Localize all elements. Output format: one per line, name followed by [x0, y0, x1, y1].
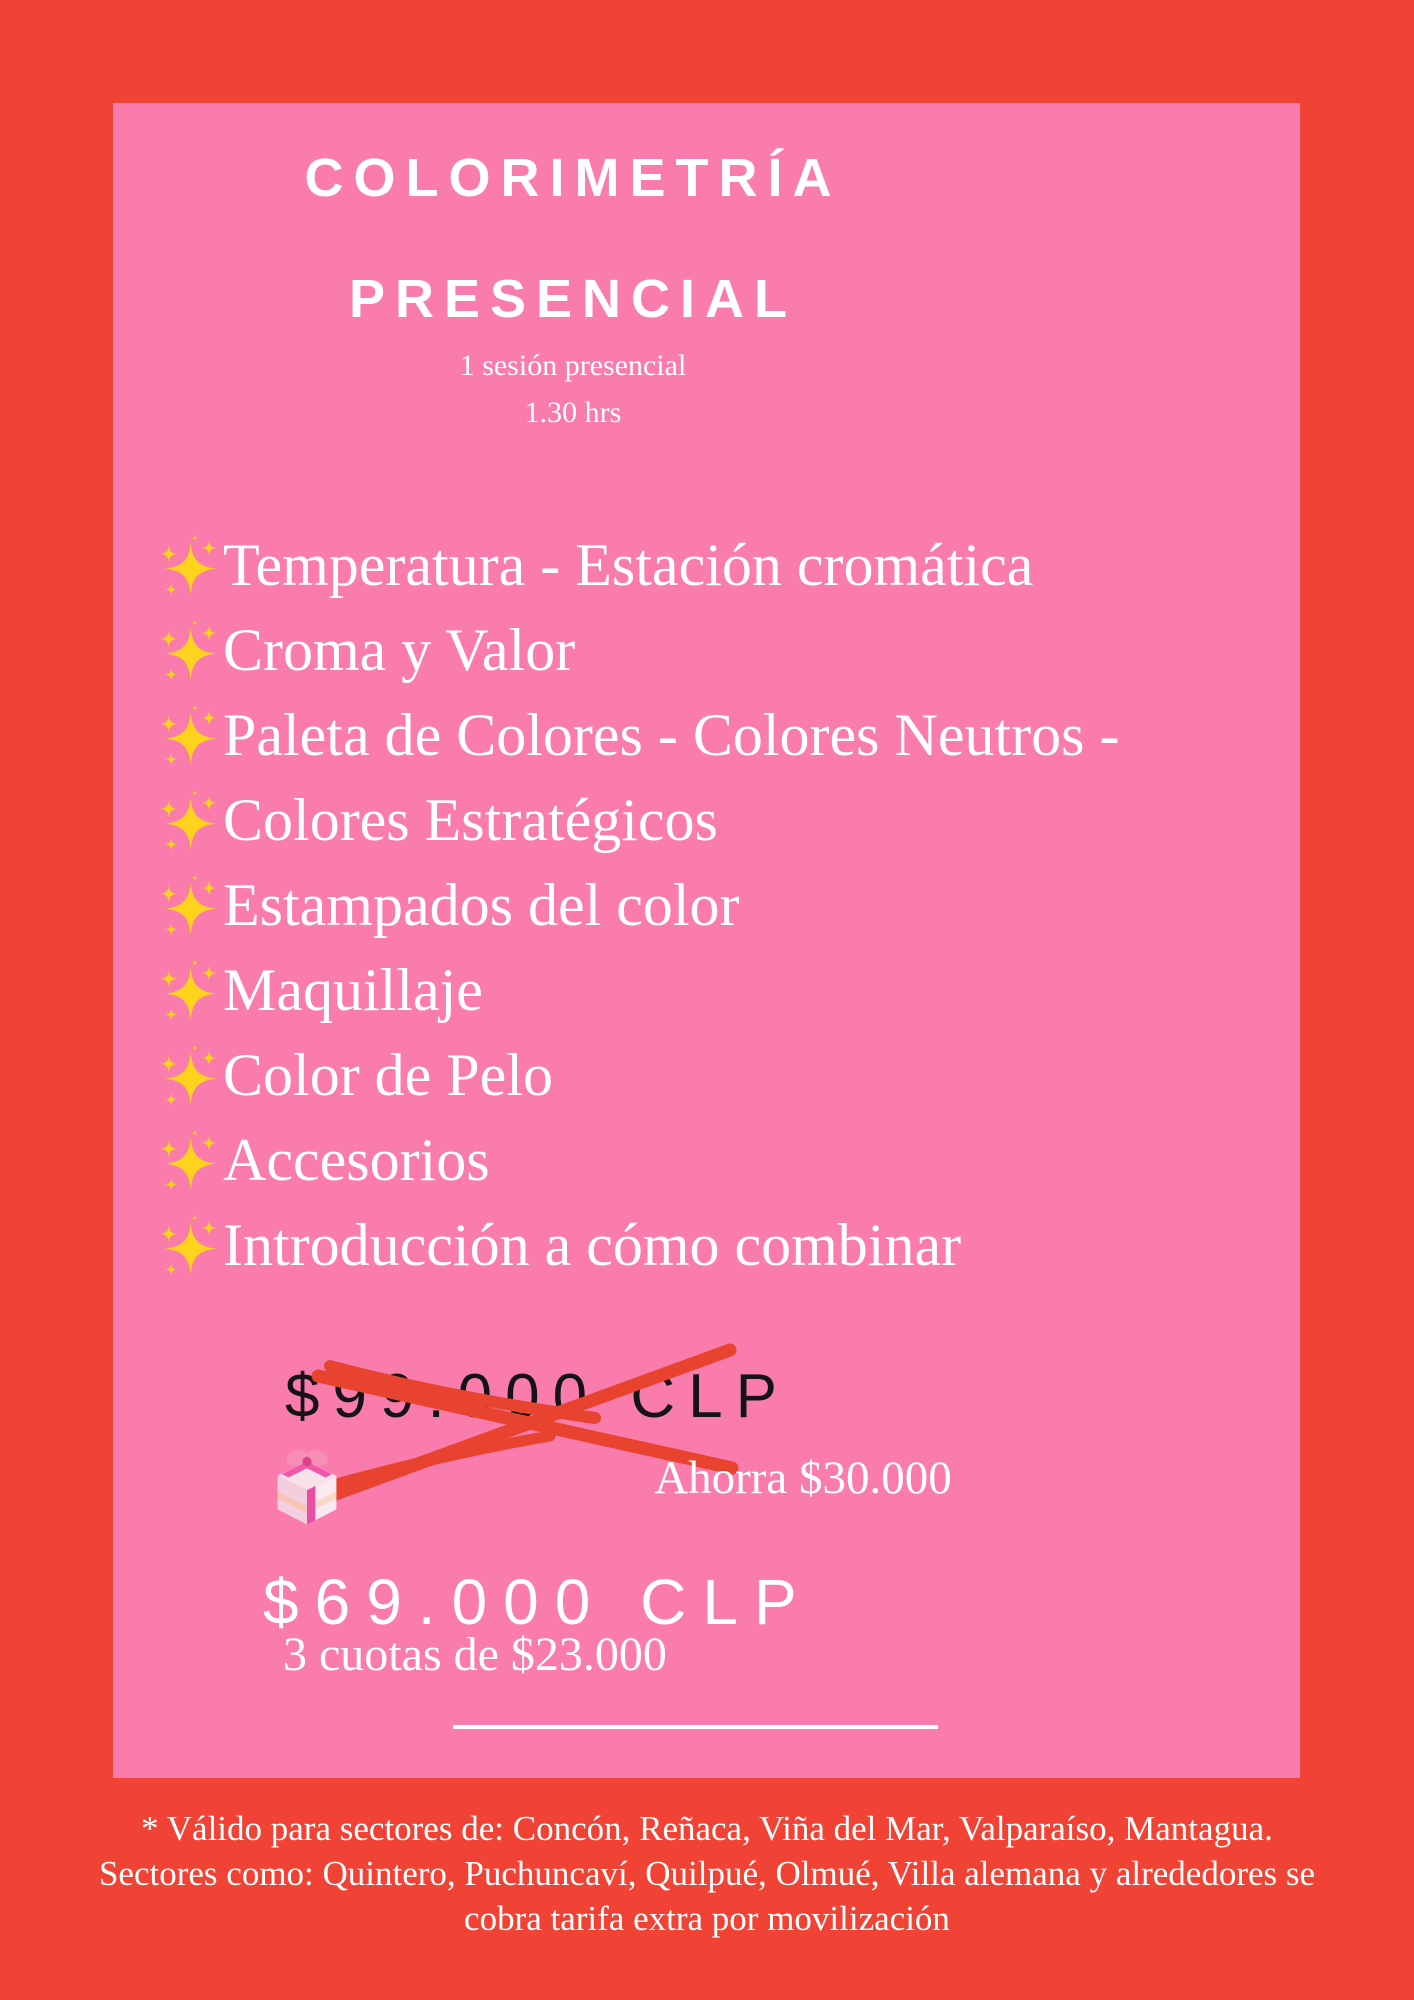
sparkles-icon [157, 958, 219, 1024]
sparkles-icon [157, 873, 219, 939]
list-item [157, 523, 1119, 608]
list-item-label: Color de Pelo [223, 1042, 553, 1108]
sparkles-icon [157, 1213, 219, 1279]
list-item-label: Maquillaje [223, 957, 483, 1023]
sparkles-icon [157, 1043, 219, 1109]
footer-line: Sectores como: Quintero, Puchuncaví, Quilpué, Olmué, Villa alemana y alrededores se [98, 1854, 1316, 1893]
sparkles-icon [157, 703, 219, 769]
page-title-line1: COLORIMETRÍA [304, 148, 842, 208]
sparkles-icon [157, 788, 219, 854]
savings-text: Ahorra $30.000 [654, 1452, 952, 1504]
divider-line [453, 1725, 938, 1729]
list-item [157, 778, 1119, 863]
list-item-label: Accesorios [223, 1127, 490, 1193]
new-price: $69.000 CLP [263, 1566, 813, 1638]
footer-note [0, 1806, 1414, 1941]
duration-subtitle: 1.30 hrs [524, 396, 622, 429]
sparkles-icon [157, 533, 219, 599]
list-item [157, 608, 1119, 693]
list-item [157, 1203, 1119, 1288]
installments-text: 3 cuotas de $23.000 [283, 1628, 667, 1681]
list-item [157, 693, 1119, 778]
sparkles-icon [157, 1128, 219, 1194]
list-item [157, 948, 1119, 1033]
list-item [157, 863, 1119, 948]
list-item-label: Croma y Valor [223, 617, 576, 683]
footer-line: * Válido para sectores de: Concón, Reñaca, Viña del Mar, Valparaíso, Mantagua. [141, 1809, 1273, 1848]
gift-icon [265, 1441, 349, 1529]
footer-line: cobra tarifa extra por movilización [464, 1899, 950, 1938]
list-item-label: Temperatura - Estación cromática [223, 532, 1034, 598]
old-price: $99.000 CLP [285, 1362, 790, 1431]
list-item [157, 1118, 1119, 1203]
page-title-line2: PRESENCIAL [348, 269, 798, 329]
topics-list [157, 523, 1119, 1288]
list-item-label: Introducción a cómo combinar [223, 1212, 962, 1278]
flyer-card [113, 103, 1300, 1778]
sparkles-icon [157, 618, 219, 684]
list-item-label: Paleta de Colores - Colores Neutros - [223, 702, 1120, 768]
list-item-label: Colores Estratégicos [223, 787, 718, 853]
list-item [157, 1033, 1119, 1118]
session-subtitle: 1 sesión presencial [459, 349, 687, 382]
list-item-label: Estampados del color [223, 872, 740, 938]
